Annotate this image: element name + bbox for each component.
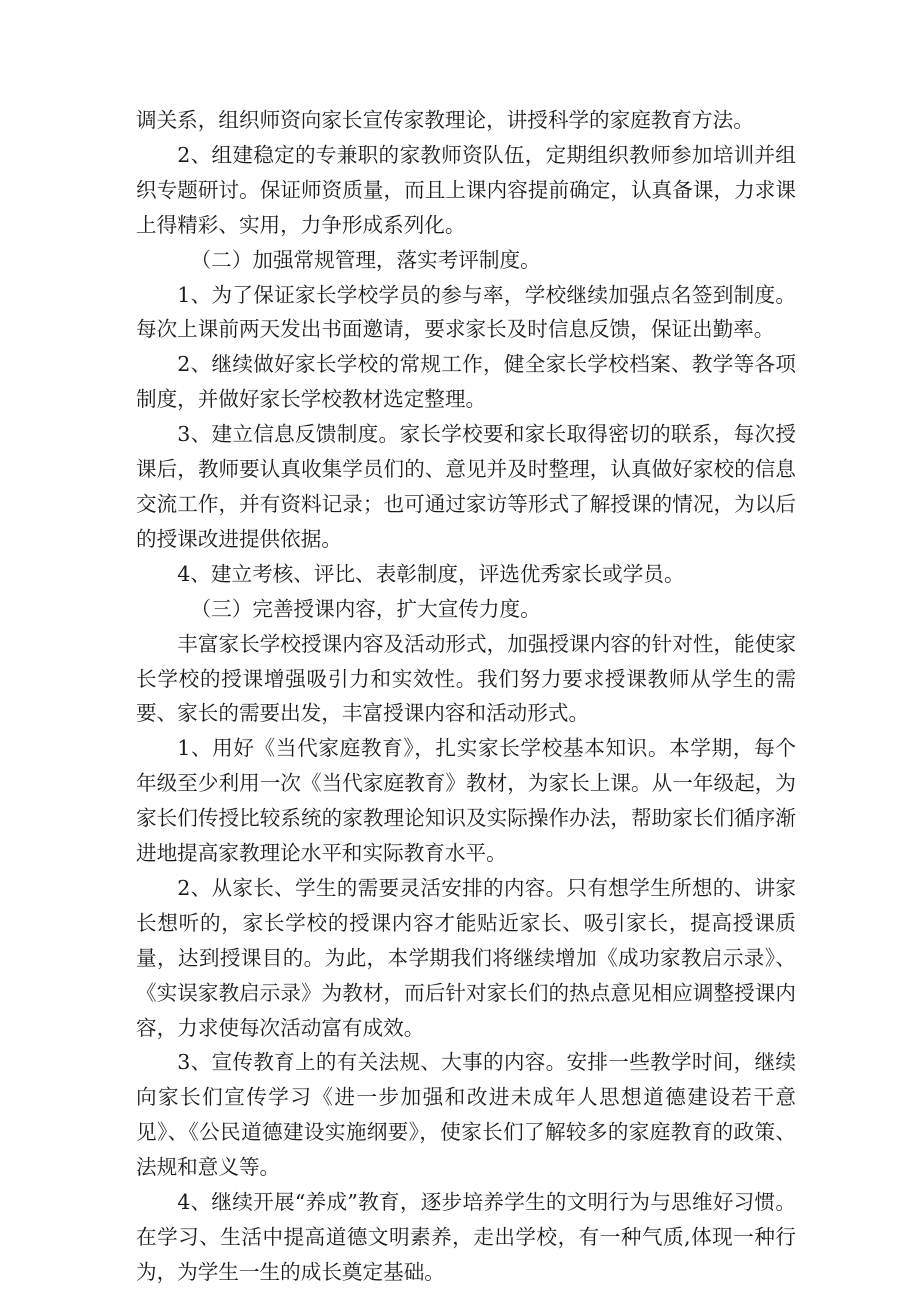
paragraph-teacher-team: 2、组建稳定的专兼职的家教师资队伍，定期组织教师参加培训并组织专题研讨。保证师资质量，而且上课内容提前确定，认真备课，力求课上得精彩、实用，力争形成系列化。 (136, 142, 796, 237)
paragraph-evaluation: 4、建立考核、评比、表彰制度，评选优秀家长或学员。 (177, 561, 685, 586)
document-body (136, 103, 796, 1290)
section-heading-3: （三）完善授课内容，扩大宣传力度。 (190, 596, 541, 621)
section-heading-2: （二）加强常规管理，落实考评制度。 (190, 247, 541, 272)
paragraph-attendance: 1、为了保证家长学校学员的参与率，学校继续加强点名签到制度。每次上课前两天发出书面邀请，要求家长及时信息反馈，保证出勤率。 (136, 282, 796, 342)
paragraph-feedback: 3、建立信息反馈制度。家长学校要和家长取得密切的联系，每次授课后，教师要认真收集学员们的、意见并及时整理，认真做好家校的信息交流工作，并有资料记录；也可通过家访等形式了解授课的情况，为以后的授课改进提供依据。 (136, 422, 796, 551)
paragraph-continuation: 调关系，组织师资向家长宣传家教理论，讲授科学的家庭教育方法。 (136, 108, 754, 132)
paragraph-textbook: 1、用好《当代家庭教育》，扎实家长学校基本知识。本学期，每个年级至少利用一次《当代家庭教育》教材，为家长上课。从一年级起，为家长们传授比较系统的家教理论知识及实际操作办法，帮助家长们循序渐进地提高家教理论水平和实际教育水平。 (136, 736, 796, 866)
paragraph-habits: 4、继续开展“养成”教育，逐步培养学生的文明行为与思维好习惯。在学习、生活中提高道德文明素养，走出学校，有一种气质,体现一种行为，为学生一生的成长奠定基础。 (136, 1190, 796, 1284)
paragraph-needs: 2、从家长、学生的需要灵活安排的内容。只有想学生所想的、讲家长想听的，家长学校的授课内容才能贴近家长、吸引家长，提高授课质量，达到授课目的。为此，本学期我们将继续增加《成功家教启示录》、《实误家教启示录》为教材，而后针对家长们的热点意见相应调整授课内容，力求使每次活动富有成效。 (136, 875, 796, 1040)
paragraph-routine-work: 2、继续做好家长学校的常规工作，健全家长学校档案、教学等各项制度，并做好家长学校教材选定整理。 (136, 352, 796, 412)
paragraph-enrich-content: 丰富家长学校授课内容及活动形式，加强授课内容的针对性，能使家长学校的授课增强吸引力和实效性。我们努力要求授课教师从学生的需要、家长的需要出发，丰富授课内容和活动形式。 (136, 631, 796, 726)
paragraph-regulations: 3、宣传教育上的有关法规、大事的内容。安排一些教学时间，继续向家长们宣传学习《进一步加强和改进未成年人思想道德建设若干意见》、《公民道德建设实施纲要》，使家长们了解较多的家庭教育的政策、法规和意义等。 (136, 1050, 796, 1180)
